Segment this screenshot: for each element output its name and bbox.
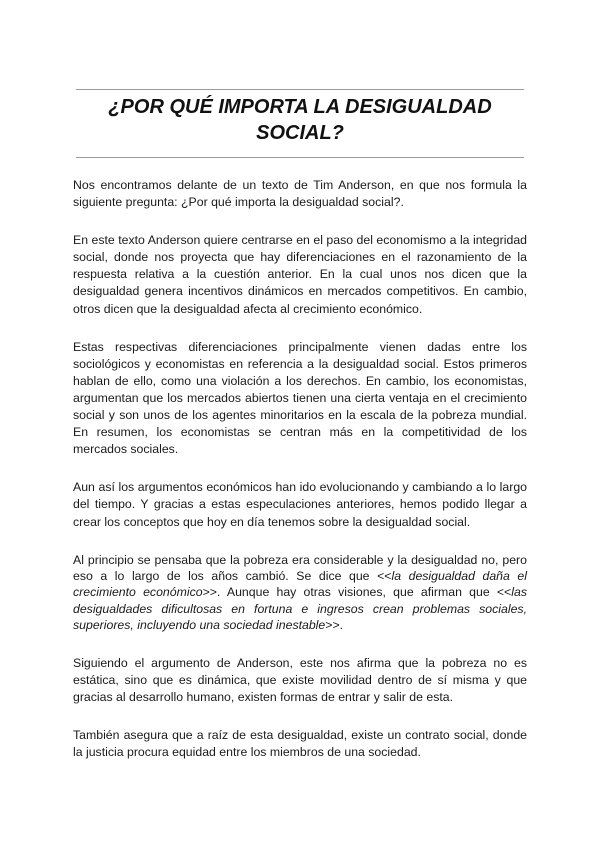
paragraph-differences: Estas respectivas diferenciaciones principalmente vienen dadas entre los sociológicos y economistas en referencia a la desigualdad social. Estos primeros hablan de ello, como una violación a los derechos. En cambio, los economistas, argumentan que los mercados abiertos tienen una cierta ventaja en el crecimiento social y son unos de los agentes minoritarios en la escala de la pobreza mundial. En resumen, los economistas se centran más en la competitividad de los mercados sociales. <box>73 339 527 457</box>
page-title: ¿POR QUÉ IMPORTA LA DESIGUALDAD SOCIAL? <box>108 96 492 144</box>
paragraph-quotes-text-3: >>. <box>325 618 344 633</box>
paragraph-quotes-text-1: Al principio se pensaba que la pobreza era considerable y la desigualdad no, pero eso a lo largo de los años cambió. Se dice que << <box>73 552 527 583</box>
title-top-rule <box>76 89 524 90</box>
paragraph-social-contract: También asegura que a raíz de esta desigualdad, existe un contrato social, donde la justicia procura equidad entre los miembros de una sociedad. <box>73 727 527 759</box>
paragraph-quotes <box>73 552 527 634</box>
paragraph-evolution: Aun así los argumentos económicos han ido evolucionando y cambiando a lo largo del tiempo. Y gracias a estas especulaciones anteriores, hemos podido llegar a crear los conceptos que hoy en día tenemos sobre la desigualdad social. <box>73 480 527 529</box>
quote-growth: la desigualdad daña el crecimiento económico <box>73 569 528 600</box>
paragraph-anderson-focus: En este texto Anderson quiere centrarse en el paso del economismo a la integridad social, donde nos proyecta que hay diferenciaciones en el razonamiento de la respuesta relativa a la cuestión anterior. En la cual unos nos dicen que la desigualdad genera incentivos dinámicos en mercados competitivos. En cambio, otros dicen que la desigualdad afecta al crecimiento económico. <box>73 233 527 316</box>
document-body <box>73 177 527 782</box>
paragraph-intro: Nos encontramos delante de un texto de Tim Anderson, en que nos formula la siguiente pregunta: ¿Por qué importa la desigualdad social?. <box>73 178 527 210</box>
title-bottom-rule <box>76 157 524 158</box>
paragraph-quotes-text-2: >>. Aunque hay otras visiones, que afirman que << <box>202 585 512 600</box>
paragraph-poverty-dynamic: Siguiendo el argumento de Anderson, este nos afirma que la pobreza no es estática, sino que es dinámica, que existe movilidad dentro de sí misma y que gracias al desarrollo humano, existen formas de entrar y salir de esta. <box>73 655 527 704</box>
quote-inequalities: las desigualdades dificultosas en fortuna e ingresos crean problemas sociales, superiores, incluyendo una sociedad inestable <box>73 585 527 633</box>
